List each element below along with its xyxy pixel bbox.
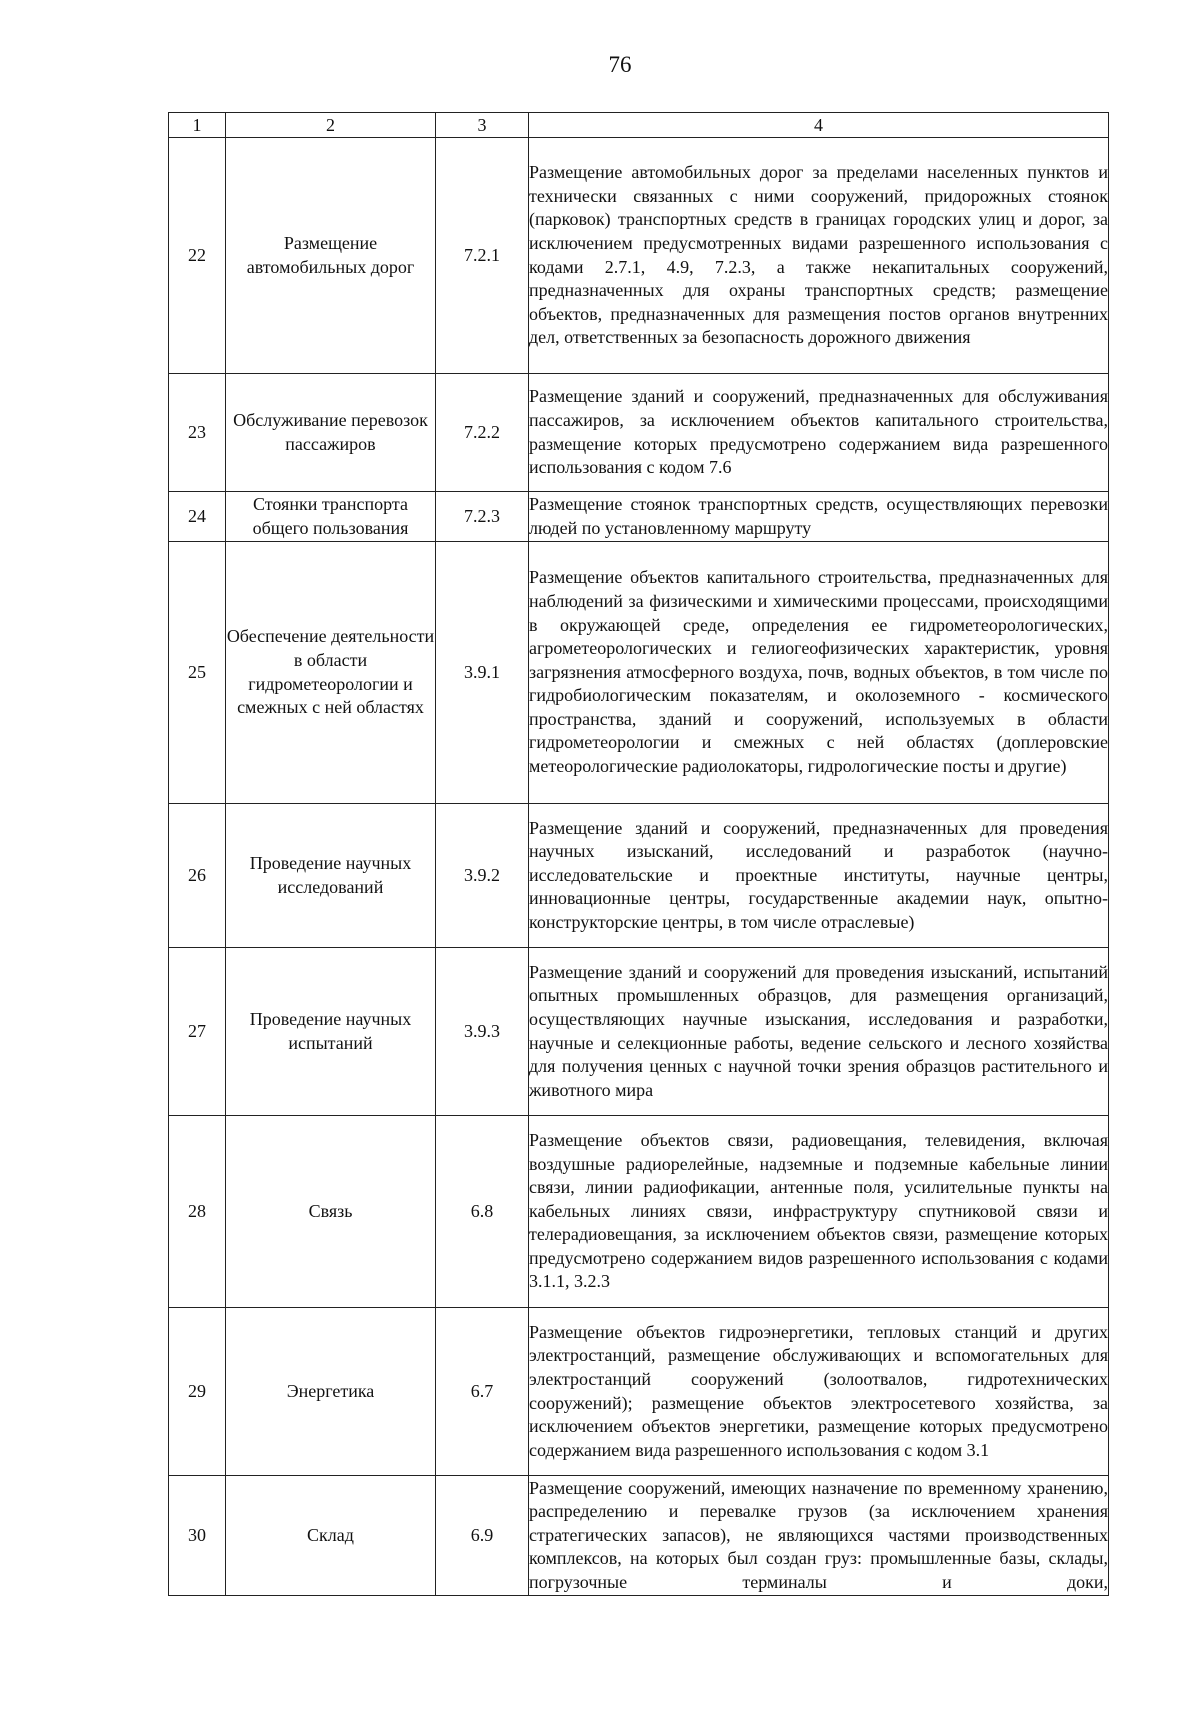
land-use-code: 3.9.1 — [436, 542, 529, 804]
land-use-name: Связь — [226, 1116, 436, 1308]
row-number: 30 — [169, 1476, 226, 1596]
land-use-name: Склад — [226, 1476, 436, 1596]
land-use-code: 7.2.3 — [436, 492, 529, 542]
land-use-name: Проведение научных испытаний — [226, 948, 436, 1116]
table-header-row — [169, 113, 1109, 138]
row-number: 22 — [169, 138, 226, 374]
row-number: 25 — [169, 542, 226, 804]
column-header: 3 — [436, 113, 529, 138]
row-number: 23 — [169, 374, 226, 492]
land-use-name: Размещение автомобильных дорог — [226, 138, 436, 374]
land-use-code: 6.9 — [436, 1476, 529, 1596]
land-use-code: 7.2.2 — [436, 374, 529, 492]
table-row — [169, 804, 1109, 948]
table-row — [169, 542, 1109, 804]
table-row — [169, 374, 1109, 492]
row-number: 28 — [169, 1116, 226, 1308]
land-use-code: 3.9.3 — [436, 948, 529, 1116]
land-use-description: Размещение зданий и сооружений, предназначенных для обслуживания пассажиров, за исключением объектов капитального строительства, размещение которых предусмотрено содержанием вида разрешенного использования с кодом 7.6 — [529, 374, 1109, 492]
page-number: 76 — [608, 52, 632, 77]
land-use-name: Обслуживание перевозок пассажиров — [226, 374, 436, 492]
land-use-code: 7.2.1 — [436, 138, 529, 374]
row-number: 27 — [169, 948, 226, 1116]
table-row — [169, 492, 1109, 542]
land-use-description: Размещение объектов связи, радиовещания, телевидения, включая воздушные радиорелейные, надземные и подземные кабельные линии связи, линии радиофикации, антенные поля, усилительные пункты на кабельных линиях связи, инфраструктуру спутниковой связи и телерадиовещания, за исключением объектов связи, размещение которых предусмотрено содержанием видов разрешенного использования с кодами 3.1.1, 3.2.3 — [529, 1116, 1109, 1308]
land-use-code: 6.7 — [436, 1308, 529, 1476]
land-use-description: Размещение автомобильных дорог за пределами населенных пунктов и технически связанных с ними сооружений, придорожных стоянок (парковок) транспортных средств в границах городских улиц и дорог, за исключением предусмотренных видами разрешенного использования с кодами 2.7.1, 4.9, 7.2.3, а также некапитальных сооружений, предназначенных для охраны транспортных средств; размещение объектов, предназначенных для размещения постов органов внутренних дел, ответственных за безопасность дорожного движения — [529, 138, 1109, 374]
land-use-description: Размещение сооружений, имеющих назначение по временному хранению, распределению и перевалке грузов (за исключением хранения стратегических запасов), не являющихся частями производственных комплексов, на которых был создан груз: промышленные базы, склады, погрузочные терминалы и доки, — [529, 1476, 1109, 1596]
land-use-name: Энергетика — [226, 1308, 436, 1476]
land-use-description: Размещение стоянок транспортных средств, осуществляющих перевозки людей по установленному маршруту — [529, 492, 1109, 542]
land-use-name: Стоянки транспорта общего пользования — [226, 492, 436, 542]
row-number: 26 — [169, 804, 226, 948]
table-row — [169, 138, 1109, 374]
land-use-description: Размещение объектов гидроэнергетики, тепловых станций и других электростанций, размещение обслуживающих и вспомогательных для электростанций сооружений (золоотвалов, гидротехнических сооружений); размещение объектов электросетевого хозяйства, за исключением объектов энергетики, размещение которых предусмотрено содержанием вида разрешенного использования с кодом 3.1 — [529, 1308, 1109, 1476]
table-row — [169, 1476, 1109, 1596]
land-use-name: Обеспечение деятельности в области гидрометеорологии и смежных с ней областях — [226, 542, 436, 804]
table-row — [169, 1116, 1109, 1308]
column-header: 2 — [226, 113, 436, 138]
land-use-description: Размещение объектов капитального строительства, предназначенных для наблюдений за физическими и химическими процессами, происходящими в окружающей среде, определения ее гидрометеорологических, агрометеорологических и гелиогеофизических характеристик, уровня загрязнения атмосферного воздуха, почв, водных объектов, в том числе по гидробиологическим показателям, и околоземного - космического пространства, зданий и сооружений, используемых в области гидрометеорологии и смежных с ней областях (доплеровские метеорологические радиолокаторы, гидрологические посты и другие) — [529, 542, 1109, 804]
table-row — [169, 1308, 1109, 1476]
land-use-name: Проведение научных исследований — [226, 804, 436, 948]
row-number: 29 — [169, 1308, 226, 1476]
land-use-code: 3.9.2 — [436, 804, 529, 948]
land-use-code: 6.8 — [436, 1116, 529, 1308]
table-row — [169, 948, 1109, 1116]
land-use-table — [168, 112, 1109, 1596]
column-header: 4 — [529, 113, 1109, 138]
column-header: 1 — [169, 113, 226, 138]
land-use-description: Размещение зданий и сооружений для проведения изысканий, испытаний опытных промышленных образцов, для размещения организаций, осуществляющих научные изыскания, исследования и разработки, научные и селекционные работы, ведение сельского и лесного хозяйства для получения ценных с научной точки зрения образцов растительного и животного мира — [529, 948, 1109, 1116]
row-number: 24 — [169, 492, 226, 542]
land-use-description: Размещение зданий и сооружений, предназначенных для проведения научных изысканий, исследований и разработок (научно-исследовательские и проектные институты, научные центры, инновационные центры, государственные академии наук, опытно-конструкторские центры, в том числе отраслевые) — [529, 804, 1109, 948]
